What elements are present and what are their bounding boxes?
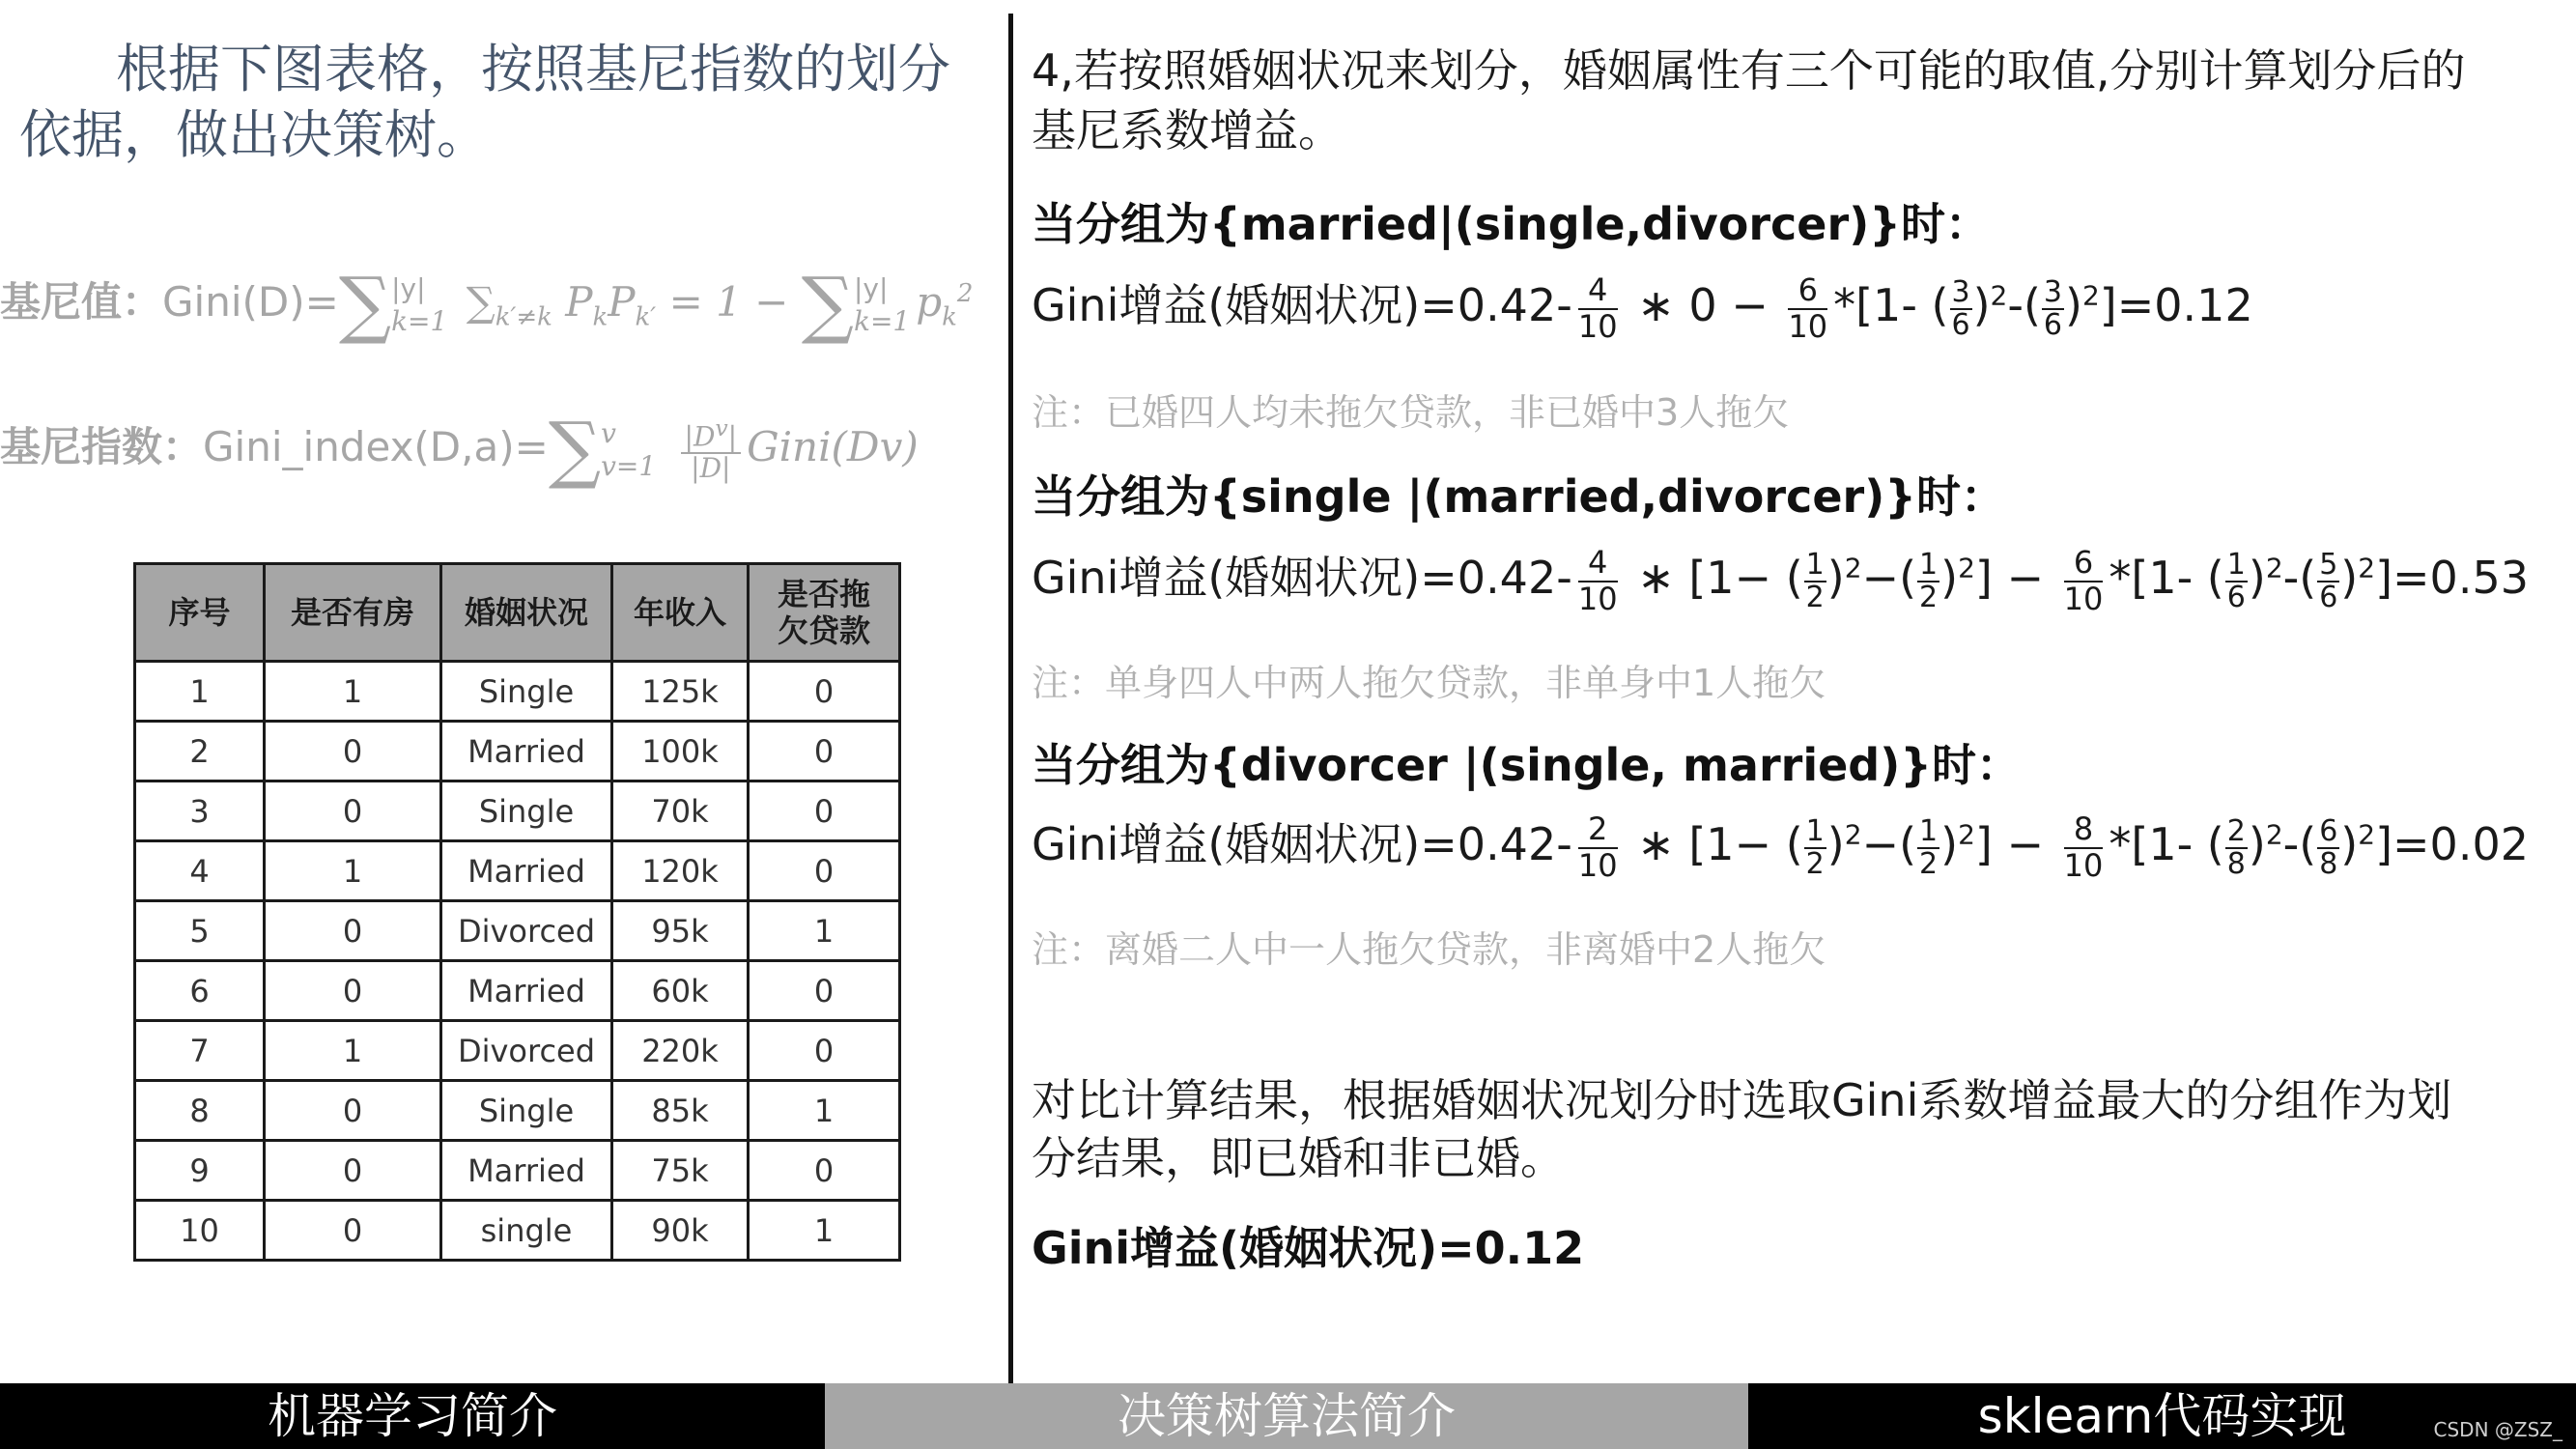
gini-index-lhs: Gini_index(D,a)= — [203, 423, 549, 470]
table-cell: Single — [441, 1081, 612, 1141]
table-cell: 5 — [135, 901, 265, 961]
case2-result: =0.53 — [2392, 552, 2529, 604]
table-cell: 60k — [612, 961, 749, 1021]
table-cell: 8 — [135, 1081, 265, 1141]
table-cell: single — [441, 1201, 612, 1261]
table-cell: 0 — [749, 841, 900, 901]
table-cell: 0 — [749, 662, 900, 722]
table-cell: 0 — [265, 961, 441, 1021]
table-cell: Single — [441, 662, 612, 722]
table-cell: 220k — [612, 1021, 749, 1081]
table-cell: Married — [441, 961, 612, 1021]
case3-result: =0.02 — [2392, 818, 2529, 870]
intro-line-2: 依据，做出决策树。 — [19, 104, 489, 165]
case3-equation: Gini增益(婚姻状况)=0.42- $\frac{2}{10}$ ∗ [1− ( $\frac{1}{2}$ )$^2$−( $\frac{1}{2}$ )$^2$] − $\frac{8}{10}$ *[1- ( $\frac{2}{8}$ )$^2$-( $\frac{6}{8}$ )$^2$]=0.02 — [1032, 810, 2529, 884]
table-cell: Divorced — [441, 901, 612, 961]
column-divider — [1008, 14, 1013, 1385]
table-row — [135, 722, 900, 781]
gini-index-label: 基尼指数： — [0, 423, 204, 470]
table-cell: 9 — [135, 1141, 265, 1201]
table-cell: 85k — [612, 1081, 749, 1141]
conclusion-line-2: 分结果，即已婚和非已婚。 — [1032, 1132, 1565, 1184]
table-cell: Married — [441, 841, 612, 901]
table-header-row — [135, 564, 900, 662]
table-cell: 3 — [135, 781, 265, 841]
gini-value-lhs: Gini(D)= — [162, 278, 339, 326]
table-row — [135, 961, 900, 1021]
case2-heading: 当分组为{single |(married,divorcer)}时： — [1032, 470, 2005, 523]
table-cell: 0 — [265, 1141, 441, 1201]
table-cell: Married — [441, 1141, 612, 1201]
table-cell: Divorced — [441, 1021, 612, 1081]
table-row — [135, 1081, 900, 1141]
column-header: 是否有房 — [265, 564, 441, 662]
column-header: 序号 — [135, 564, 265, 662]
case2-note: 注：单身四人中两人拖欠贷款，非单身中1人拖欠 — [1032, 662, 1826, 704]
table-cell: 1 — [749, 1081, 900, 1141]
final-result: Gini增益(婚姻状况)=0.12 — [1032, 1222, 1585, 1274]
table-cell: 95k — [612, 901, 749, 961]
table-cell: 75k — [612, 1141, 749, 1201]
bottom-navigation — [0, 1383, 2576, 1449]
table-cell: 1 — [749, 901, 900, 961]
table-cell: Married — [441, 722, 612, 781]
table-cell: 1 — [265, 662, 441, 722]
column-header: 婚姻状况 — [441, 564, 612, 662]
case2-equation: Gini增益(婚姻状况)=0.42- $\frac{4}{10}$ ∗ [1− ( $\frac{1}{2}$ )$^2$−( $\frac{1}{2}$ )$^2$] − $\frac{6}{10}$ *[1- ( $\frac{1}{6}$ )$^2$-( $\frac{5}{6}$ )$^2$]=0.53 — [1032, 544, 2529, 617]
table-cell: 0 — [265, 1201, 441, 1261]
table-cell: 10 — [135, 1201, 265, 1261]
table-cell: 1 — [265, 841, 441, 901]
nav-item-ml-intro[interactable]: 机器学习简介 — [268, 1388, 557, 1444]
table-cell: 0 — [749, 1141, 900, 1201]
table-cell: 0 — [265, 1081, 441, 1141]
case1-note: 注：已婚四人均未拖欠贷款，非已婚中3人拖欠 — [1032, 391, 1790, 434]
table-row — [135, 901, 900, 961]
case3-note: 注：离婚二人中一人拖欠贷款，非离婚中2人拖欠 — [1032, 928, 1826, 971]
right-intro-line-1: 4,若按照婚姻状况来划分，婚姻属性有三个可能的取值,分别计算划分后的 — [1032, 44, 2466, 97]
table-cell: 0 — [749, 961, 900, 1021]
table-cell: 0 — [265, 781, 441, 841]
table-cell: 70k — [612, 781, 749, 841]
loan-data-table — [133, 562, 901, 1262]
table-cell: 125k — [612, 662, 749, 722]
table-cell: 90k — [612, 1201, 749, 1261]
table-cell: 4 — [135, 841, 265, 901]
intro-line-1: 根据下图表格，按照基尼指数的划分 — [116, 39, 950, 99]
table-cell: 0 — [749, 1021, 900, 1081]
table-cell: 100k — [612, 722, 749, 781]
nav-item-sklearn[interactable]: sklearn代码实现 — [1977, 1388, 2347, 1444]
nav-item-decision-tree[interactable]: 决策树算法简介 — [825, 1383, 1748, 1449]
column-header: 是否拖欠贷款 — [749, 564, 900, 662]
gini-value-formula: 基尼值：Gini(D)=∑ |y| k=1 $\sum_{k'\ne k}$ $P_kP_{k'} = 1$ − ∑ |y| k=1 $p_k^2$ — [0, 261, 974, 347]
table-row — [135, 841, 900, 901]
conclusion-line-1: 对比计算结果，根据婚姻状况划分时选取Gini系数增益最大的分组作为划 — [1032, 1074, 2452, 1126]
table-cell: 6 — [135, 961, 265, 1021]
table-cell: 0 — [749, 722, 900, 781]
case3-heading: 当分组为{divorcer |(single, married)}时： — [1032, 739, 2021, 791]
case1-equation: Gini增益(婚姻状况)=0.42- $\frac{4}{10}$ ∗ 0 − $\frac{6}{10}$ *[1- ( $\frac{3}{6}$ )$^2$-( $\frac{3}{6}$ )$^2$]=0.12 — [1032, 271, 2253, 345]
table-cell: 0 — [265, 722, 441, 781]
case1-result: =0.12 — [2116, 279, 2253, 331]
watermark: CSDN @ZSZ_ — [2433, 1418, 2562, 1441]
gini-value-label: 基尼值： — [0, 278, 163, 326]
gini-index-formula: 基尼指数：Gini_index(D,a)=∑ v v=1 $\frac{|D^v|}{|D|}$ Gini(Dv) — [0, 406, 919, 492]
table-cell: 1 — [749, 1201, 900, 1261]
table-cell: 0 — [265, 901, 441, 961]
table-row — [135, 781, 900, 841]
table-cell: 1 — [135, 662, 265, 722]
table-cell: 7 — [135, 1021, 265, 1081]
table-cell: 0 — [749, 781, 900, 841]
right-intro-line-2: 基尼系数增益。 — [1032, 104, 1343, 156]
table-cell: 2 — [135, 722, 265, 781]
table-row — [135, 1201, 900, 1261]
table-cell: Single — [441, 781, 612, 841]
table-cell: 1 — [265, 1021, 441, 1081]
table-row — [135, 1021, 900, 1081]
intro-text — [19, 37, 995, 168]
table-row — [135, 662, 900, 722]
case1-heading: 当分组为{married|(single,divorcer)}时： — [1032, 198, 1990, 250]
column-header: 年收入 — [612, 564, 749, 662]
table-row — [135, 1141, 900, 1201]
table-cell: 120k — [612, 841, 749, 901]
